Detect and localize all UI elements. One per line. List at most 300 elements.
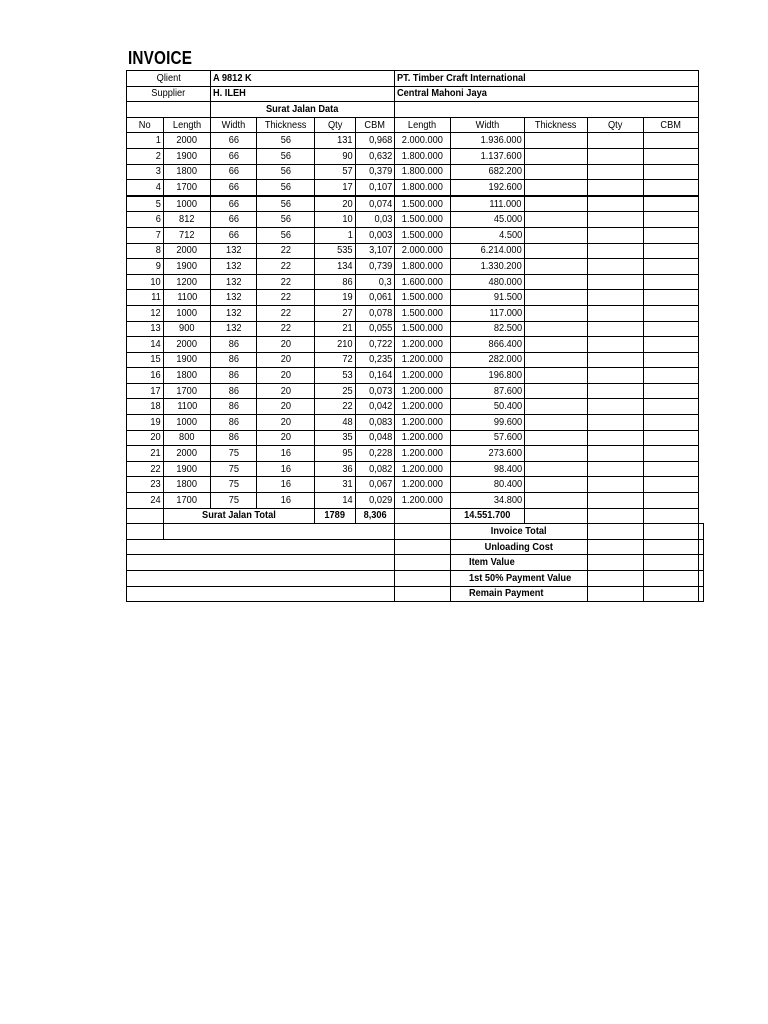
table-cell: 1.500.000 xyxy=(395,212,451,228)
empty-cell xyxy=(588,555,644,571)
empty-cell xyxy=(644,321,699,337)
table-cell: 0,029 xyxy=(356,493,395,509)
table-cell: 86 xyxy=(211,415,257,431)
table-row xyxy=(127,259,704,275)
table-cell: 86 xyxy=(211,352,257,368)
table-cell: 82.500 xyxy=(451,321,525,337)
column-header: CBM xyxy=(356,117,395,133)
empty-cell xyxy=(524,430,587,446)
empty-cell xyxy=(524,321,587,337)
table-cell: 56 xyxy=(257,227,315,243)
table-cell: 900 xyxy=(164,321,211,337)
supplier-company: Central Mahoni Jaya xyxy=(395,86,699,102)
table-cell: 95 xyxy=(315,446,356,462)
table-cell: 9 xyxy=(127,259,164,275)
empty-cell xyxy=(644,446,699,462)
table-cell: 0,083 xyxy=(356,415,395,431)
empty-cell xyxy=(644,259,699,275)
empty-cell xyxy=(588,164,644,180)
table-cell: 98.400 xyxy=(451,461,525,477)
column-header: CBM xyxy=(644,117,699,133)
table-cell: 17 xyxy=(315,180,356,196)
empty-cell xyxy=(127,571,395,587)
footer-row xyxy=(127,524,704,540)
table-row xyxy=(127,415,704,431)
empty-cell xyxy=(524,196,587,212)
invoice-table xyxy=(126,70,704,602)
table-cell: 66 xyxy=(211,212,257,228)
empty-cell xyxy=(699,555,704,571)
table-cell: 99.600 xyxy=(451,415,525,431)
table-cell: 57 xyxy=(315,164,356,180)
table-cell: 22 xyxy=(257,305,315,321)
table-row xyxy=(127,196,704,212)
table-cell: 20 xyxy=(257,399,315,415)
table-cell: 23 xyxy=(127,477,164,493)
table-cell: 57.600 xyxy=(451,430,525,446)
table-cell: 800 xyxy=(164,430,211,446)
table-row xyxy=(127,446,704,462)
table-cell: 1.200.000 xyxy=(395,493,451,509)
column-header: Qty xyxy=(315,117,356,133)
table-cell: 11 xyxy=(127,290,164,306)
empty-cell xyxy=(699,539,704,555)
remain-payment-label: Remain Payment xyxy=(451,586,588,602)
column-header: Qty xyxy=(588,117,644,133)
empty-cell xyxy=(588,539,644,555)
table-cell: 1.200.000 xyxy=(395,368,451,384)
table-cell: 0,042 xyxy=(356,399,395,415)
empty-cell xyxy=(644,508,699,524)
table-cell: 75 xyxy=(211,461,257,477)
table-cell: 1700 xyxy=(164,180,211,196)
footer-row xyxy=(127,586,704,602)
table-cell: 6.214.000 xyxy=(451,243,525,259)
table-cell: 712 xyxy=(164,227,211,243)
column-header-row xyxy=(127,117,704,133)
table-cell: 22 xyxy=(127,461,164,477)
empty-cell xyxy=(644,399,699,415)
table-cell: 1.500.000 xyxy=(395,196,451,212)
empty-cell xyxy=(644,571,699,587)
table-cell: 132 xyxy=(211,259,257,275)
table-row xyxy=(127,290,704,306)
table-cell: 1.137.600 xyxy=(451,148,525,164)
table-row xyxy=(127,274,704,290)
table-cell: 25 xyxy=(315,383,356,399)
table-cell: 0,074 xyxy=(356,196,395,212)
table-cell: 75 xyxy=(211,477,257,493)
table-row xyxy=(127,180,704,196)
table-cell: 20 xyxy=(257,368,315,384)
column-header: Width xyxy=(211,117,257,133)
table-cell: 132 xyxy=(211,305,257,321)
table-cell: 1100 xyxy=(164,290,211,306)
empty-cell xyxy=(395,571,451,587)
table-cell: 66 xyxy=(211,227,257,243)
table-cell: 16 xyxy=(257,446,315,462)
empty-cell xyxy=(524,227,587,243)
unloading-cost-label: Unloading Cost xyxy=(451,539,588,555)
table-cell: 20 xyxy=(127,430,164,446)
table-cell: 16 xyxy=(257,461,315,477)
empty-cell xyxy=(588,259,644,275)
table-cell: 19 xyxy=(127,415,164,431)
empty-cell xyxy=(524,493,587,509)
section-title-row xyxy=(127,102,704,118)
table-row xyxy=(127,337,704,353)
table-cell: 1.800.000 xyxy=(395,148,451,164)
table-cell: 1.500.000 xyxy=(395,227,451,243)
empty-cell xyxy=(524,446,587,462)
table-cell: 86 xyxy=(211,337,257,353)
supplier-label: Supplier xyxy=(127,86,211,102)
table-cell: 1700 xyxy=(164,383,211,399)
table-cell: 56 xyxy=(257,196,315,212)
table-row xyxy=(127,227,704,243)
table-cell: 15 xyxy=(127,352,164,368)
table-row xyxy=(127,148,704,164)
totals-cbm: 8,306 xyxy=(356,508,395,524)
table-cell: 90 xyxy=(315,148,356,164)
empty-cell xyxy=(644,524,699,540)
table-cell: 480.000 xyxy=(451,274,525,290)
table-cell: 21 xyxy=(315,321,356,337)
table-row xyxy=(127,430,704,446)
empty-cell xyxy=(524,337,587,353)
table-cell: 1.500.000 xyxy=(395,321,451,337)
invoice-title: INVOICE xyxy=(128,48,193,68)
table-cell: 50.400 xyxy=(451,399,525,415)
table-cell: 56 xyxy=(257,180,315,196)
table-cell: 1.200.000 xyxy=(395,430,451,446)
table-cell: 75 xyxy=(211,493,257,509)
table-cell: 1.200.000 xyxy=(395,352,451,368)
column-header: Thickness xyxy=(257,117,315,133)
column-header: Length xyxy=(164,117,211,133)
footer-row xyxy=(127,571,704,587)
table-cell: 8 xyxy=(127,243,164,259)
table-cell: 20 xyxy=(257,337,315,353)
table-cell: 66 xyxy=(211,164,257,180)
table-cell: 1.200.000 xyxy=(395,383,451,399)
empty-cell xyxy=(588,274,644,290)
table-cell: 0,379 xyxy=(356,164,395,180)
empty-cell xyxy=(588,337,644,353)
supplier-value: H. ILEH xyxy=(211,86,395,102)
table-cell: 1700 xyxy=(164,493,211,509)
table-cell: 86 xyxy=(211,368,257,384)
empty-cell xyxy=(524,352,587,368)
table-cell: 0,3 xyxy=(356,274,395,290)
table-cell: 0,235 xyxy=(356,352,395,368)
empty-cell xyxy=(524,399,587,415)
table-cell: 1.200.000 xyxy=(395,477,451,493)
table-cell: 2000 xyxy=(164,133,211,149)
table-cell: 111.000 xyxy=(451,196,525,212)
empty-cell xyxy=(644,539,699,555)
table-cell: 1000 xyxy=(164,196,211,212)
empty-cell xyxy=(644,274,699,290)
table-cell: 132 xyxy=(211,243,257,259)
table-cell: 34.800 xyxy=(451,493,525,509)
table-cell: 131 xyxy=(315,133,356,149)
table-cell: 1000 xyxy=(164,305,211,321)
empty-cell xyxy=(127,508,164,524)
column-header: Length xyxy=(395,117,451,133)
table-cell: 866.400 xyxy=(451,337,525,353)
table-cell: 2 xyxy=(127,148,164,164)
table-cell: 1900 xyxy=(164,148,211,164)
empty-cell xyxy=(588,493,644,509)
table-cell: 10 xyxy=(315,212,356,228)
empty-cell xyxy=(395,524,451,540)
table-cell: 45.000 xyxy=(451,212,525,228)
table-cell: 0,968 xyxy=(356,133,395,149)
table-cell: 1.600.000 xyxy=(395,274,451,290)
column-header: No xyxy=(127,117,164,133)
empty-cell xyxy=(644,305,699,321)
table-cell: 1 xyxy=(315,227,356,243)
empty-cell xyxy=(395,586,451,602)
empty-cell xyxy=(588,415,644,431)
table-cell: 4.500 xyxy=(451,227,525,243)
table-cell: 1.200.000 xyxy=(395,446,451,462)
table-cell: 535 xyxy=(315,243,356,259)
empty-cell xyxy=(644,430,699,446)
table-row xyxy=(127,133,704,149)
empty-cell xyxy=(524,415,587,431)
empty-cell xyxy=(644,148,699,164)
table-cell: 7 xyxy=(127,227,164,243)
table-cell: 31 xyxy=(315,477,356,493)
table-cell: 36 xyxy=(315,461,356,477)
empty-cell xyxy=(127,524,164,540)
table-cell: 117.000 xyxy=(451,305,525,321)
table-cell: 0,03 xyxy=(356,212,395,228)
table-cell: 66 xyxy=(211,133,257,149)
table-cell: 20 xyxy=(257,415,315,431)
supplier-row xyxy=(127,86,704,102)
empty-cell xyxy=(588,477,644,493)
empty-cell xyxy=(644,383,699,399)
table-cell: 16 xyxy=(257,477,315,493)
empty-cell xyxy=(588,321,644,337)
client-row xyxy=(127,71,704,87)
table-cell: 20 xyxy=(257,430,315,446)
table-cell: 56 xyxy=(257,133,315,149)
empty-cell xyxy=(588,399,644,415)
empty-cell xyxy=(127,539,395,555)
table-cell: 1200 xyxy=(164,274,211,290)
table-cell: 0,164 xyxy=(356,368,395,384)
table-row xyxy=(127,305,704,321)
table-cell: 17 xyxy=(127,383,164,399)
empty-cell xyxy=(644,493,699,509)
empty-cell xyxy=(588,227,644,243)
table-cell: 1.500.000 xyxy=(395,290,451,306)
empty-cell xyxy=(588,461,644,477)
table-cell: 1.936.000 xyxy=(451,133,525,149)
empty-cell xyxy=(524,133,587,149)
empty-cell xyxy=(699,524,704,540)
table-cell: 0,078 xyxy=(356,305,395,321)
empty-cell xyxy=(588,368,644,384)
table-cell: 91.500 xyxy=(451,290,525,306)
empty-cell xyxy=(524,259,587,275)
table-cell: 1800 xyxy=(164,477,211,493)
empty-cell xyxy=(524,164,587,180)
table-cell: 48 xyxy=(315,415,356,431)
client-label: Qlient xyxy=(127,71,211,87)
table-cell: 1900 xyxy=(164,461,211,477)
empty-cell xyxy=(395,555,451,571)
footer-row xyxy=(127,539,704,555)
table-cell: 132 xyxy=(211,321,257,337)
table-cell: 12 xyxy=(127,305,164,321)
table-cell: 1.800.000 xyxy=(395,164,451,180)
empty-cell xyxy=(164,524,395,540)
table-cell: 282.000 xyxy=(451,352,525,368)
empty-cell xyxy=(644,586,699,602)
table-cell: 10 xyxy=(127,274,164,290)
empty-cell xyxy=(524,461,587,477)
table-cell: 22 xyxy=(257,321,315,337)
table-cell: 0,061 xyxy=(356,290,395,306)
empty-cell xyxy=(644,164,699,180)
invoice-total-label: Invoice Total xyxy=(451,524,588,540)
empty-cell xyxy=(644,227,699,243)
table-row xyxy=(127,243,704,259)
table-cell: 1900 xyxy=(164,352,211,368)
table-cell: 72 xyxy=(315,352,356,368)
table-cell: 53 xyxy=(315,368,356,384)
empty-cell xyxy=(524,305,587,321)
empty-cell xyxy=(644,180,699,196)
table-cell: 196.800 xyxy=(451,368,525,384)
empty-cell xyxy=(644,461,699,477)
totals-row xyxy=(127,508,704,524)
table-cell: 22 xyxy=(257,274,315,290)
empty-cell xyxy=(588,571,644,587)
empty-cell xyxy=(644,555,699,571)
empty-cell xyxy=(644,337,699,353)
table-cell: 1.200.000 xyxy=(395,415,451,431)
empty-cell xyxy=(524,477,587,493)
footer-row xyxy=(127,555,704,571)
table-cell: 35 xyxy=(315,430,356,446)
table-cell: 1900 xyxy=(164,259,211,275)
table-cell: 86 xyxy=(315,274,356,290)
table-cell: 14 xyxy=(315,493,356,509)
table-cell: 0,048 xyxy=(356,430,395,446)
table-cell: 13 xyxy=(127,321,164,337)
table-cell: 0,739 xyxy=(356,259,395,275)
table-cell: 2000 xyxy=(164,243,211,259)
table-cell: 66 xyxy=(211,180,257,196)
empty-cell xyxy=(644,290,699,306)
table-row xyxy=(127,164,704,180)
first-payment-label: 1st 50% Payment Value xyxy=(451,571,588,587)
totals-label: Surat Jalan Total xyxy=(164,508,315,524)
empty-cell xyxy=(588,446,644,462)
table-cell: 6 xyxy=(127,212,164,228)
empty-cell xyxy=(588,212,644,228)
empty-cell xyxy=(127,586,395,602)
table-row xyxy=(127,477,704,493)
table-cell: 812 xyxy=(164,212,211,228)
totals-qty: 1789 xyxy=(315,508,356,524)
empty-cell xyxy=(588,305,644,321)
empty-cell xyxy=(395,539,451,555)
empty-cell xyxy=(644,352,699,368)
table-row xyxy=(127,399,704,415)
empty-cell xyxy=(588,586,644,602)
table-cell: 1800 xyxy=(164,368,211,384)
empty-cell xyxy=(644,368,699,384)
table-cell: 2.000.000 xyxy=(395,133,451,149)
empty-cell xyxy=(524,243,587,259)
table-cell: 0,067 xyxy=(356,477,395,493)
table-cell: 192.600 xyxy=(451,180,525,196)
table-cell: 86 xyxy=(211,399,257,415)
table-cell: 1000 xyxy=(164,415,211,431)
table-cell: 1.500.000 xyxy=(395,305,451,321)
table-cell: 1.200.000 xyxy=(395,337,451,353)
table-cell: 0,082 xyxy=(356,461,395,477)
table-cell: 1.330.200 xyxy=(451,259,525,275)
client-company: PT. Timber Craft International xyxy=(395,71,699,87)
empty-cell xyxy=(588,148,644,164)
empty-cell xyxy=(524,148,587,164)
empty-cell xyxy=(524,290,587,306)
empty-cell xyxy=(588,524,644,540)
empty-cell xyxy=(588,508,644,524)
table-cell: 1 xyxy=(127,133,164,149)
empty-cell xyxy=(524,180,587,196)
table-row xyxy=(127,321,704,337)
table-row xyxy=(127,352,704,368)
section-title: Surat Jalan Data xyxy=(211,102,395,118)
table-cell: 22 xyxy=(257,290,315,306)
table-cell: 86 xyxy=(211,383,257,399)
column-header: Thickness xyxy=(524,117,587,133)
table-cell: 14 xyxy=(127,337,164,353)
empty-cell xyxy=(524,212,587,228)
table-cell: 682.200 xyxy=(451,164,525,180)
table-cell: 56 xyxy=(257,212,315,228)
empty-cell xyxy=(524,508,587,524)
table-row xyxy=(127,212,704,228)
table-cell: 80.400 xyxy=(451,477,525,493)
table-cell: 273.600 xyxy=(451,446,525,462)
table-cell: 75 xyxy=(211,446,257,462)
table-cell: 3,107 xyxy=(356,243,395,259)
table-cell: 22 xyxy=(257,243,315,259)
empty-cell xyxy=(699,571,704,587)
table-cell: 22 xyxy=(315,399,356,415)
table-cell: 21 xyxy=(127,446,164,462)
table-cell: 19 xyxy=(315,290,356,306)
table-cell: 0,107 xyxy=(356,180,395,196)
table-cell: 1100 xyxy=(164,399,211,415)
table-cell: 2000 xyxy=(164,446,211,462)
table-cell: 1.800.000 xyxy=(395,180,451,196)
table-cell: 1.200.000 xyxy=(395,461,451,477)
table-cell: 22 xyxy=(257,259,315,275)
empty-cell xyxy=(644,477,699,493)
client-value: A 9812 K xyxy=(211,71,395,87)
